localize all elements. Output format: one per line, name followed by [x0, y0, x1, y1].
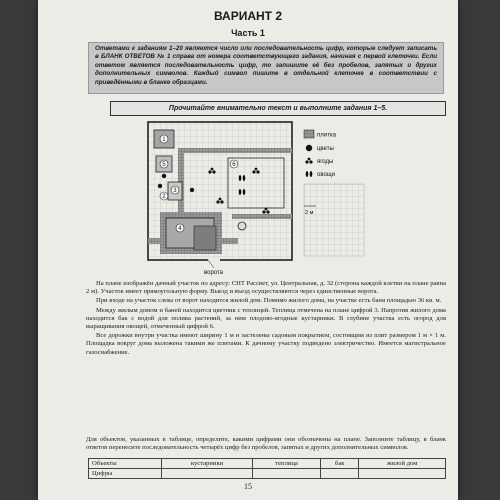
- page: [38, 0, 458, 500]
- description-text: [86, 280, 446, 358]
- path-tiles: [232, 214, 292, 219]
- answer-table: [88, 458, 446, 479]
- water-tank: [238, 222, 246, 230]
- paragraph: Все дорожки внутри участка имеют ширину 1 м и застелены садовым покрытием, состоящим из плит размером 1 м × 1 м. Площадка вокруг дома выложена такими же плитами. К дачному участку подведено электричество. Имеется магистральное газоснабжение.: [86, 332, 446, 356]
- answer-cell[interactable]: [162, 469, 253, 479]
- table-column-header: кустарники: [162, 459, 253, 469]
- paragraph: При входе на участок слева от ворот находится жилой дом. Помимо жилого дома, на участке есть баня площадью 36 кв. м.: [96, 297, 442, 305]
- table-row: [89, 459, 446, 469]
- plan-number-1: 1: [162, 137, 166, 144]
- path-tiles: [178, 148, 292, 153]
- plan-number-6: 6: [232, 162, 236, 169]
- page-number: 15: [244, 482, 252, 491]
- scale-grid: [304, 184, 364, 256]
- legend-label-berries: ягоды: [317, 159, 334, 165]
- plan-number-3: 3: [173, 188, 177, 195]
- plan-number-5: 5: [162, 162, 166, 169]
- answer-cell[interactable]: [321, 469, 359, 479]
- plot-plan: [136, 118, 386, 278]
- instructions-box: Ответами к заданиям 1–20 являются число или последовательность цифр, которые следует записать в БЛАНК ОТВЕТОВ № 1 справа от номера соответствующего задания, начиная с первой клеточки. Если ответом является последовательность цифр, то запишите её без пробелов, запятых и других дополнительных символов. Каждый символ пишите в отдельной клеточке в соответствии с приведёнными в бланке образцами.: [88, 42, 444, 94]
- answer-cell[interactable]: [252, 469, 320, 479]
- plan-number-4: 4: [178, 226, 182, 233]
- task-banner: Прочитайте внимательно текст и выполните задания 1–5.: [110, 101, 446, 116]
- part-title: Часть 1: [231, 28, 265, 38]
- table-row: [89, 469, 446, 479]
- answer-cell[interactable]: [359, 469, 446, 479]
- legend-label-tile: плитка: [317, 132, 336, 139]
- vegetable-icon: [306, 171, 313, 177]
- table-column-header: теплица: [252, 459, 320, 469]
- table-column-header: бак: [321, 459, 359, 469]
- variant-title: ВАРИАНТ 2: [213, 9, 283, 23]
- tile-icon: [304, 130, 314, 138]
- plan-number-2: 2: [162, 194, 166, 201]
- legend-label-vegetables: овощи: [317, 172, 336, 178]
- scale-label: 2 м: [305, 210, 314, 216]
- table-column-header: жилой дом: [359, 459, 446, 469]
- berry-icon: [305, 158, 312, 164]
- flower-icon: [306, 145, 312, 151]
- gate-label: ворота: [204, 270, 224, 276]
- paragraph: Между жилым домом и баней находится цветник с теплицей. Теплица отмечена на плане цифрой 3. Напротив жилого дома находится бак с водой для полива растений, за ним плодово-ягодные кустарники. В глубине участка есть огород для выращивания овощей, отмеченный цифрой 6.: [86, 306, 446, 331]
- table-header-digits: Цифры: [89, 469, 162, 479]
- table-header-objects: Объекты: [89, 459, 162, 469]
- legend-label-flowers: цветы: [317, 146, 334, 152]
- legend: [304, 130, 337, 178]
- task-question: Для объектов, указанных в таблице, определите, какими цифрами они обозначены на плане. Заполните таблицу, в бланк ответов перенесите последовательность четырёх цифр без пробелов, запятых и других дополнительных символов.: [86, 436, 446, 452]
- paragraph: На плане изображён дачный участок по адресу: СНТ Рассвет, ул. Центральная, д. 32 (сторона каждой клетки на плане равна 2 м). Участок имеет прямоугольную форму. Выезд и въезд осуществляются через единственные ворота.: [86, 280, 446, 296]
